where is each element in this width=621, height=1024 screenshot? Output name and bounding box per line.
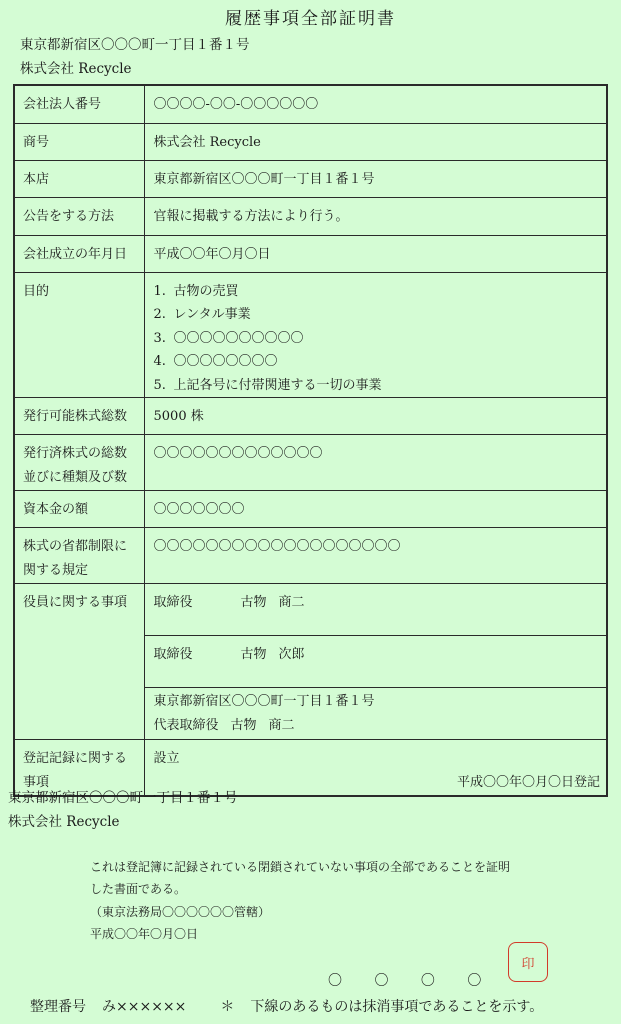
value-notice: 官報に掲載する方法により行う。 — [144, 197, 607, 235]
label-officers: 役員に関する事項 — [14, 584, 144, 740]
label-authorized-shares: 発行可能株式総数 — [14, 398, 144, 435]
row-authorized-shares — [14, 398, 607, 435]
row-established — [14, 235, 607, 272]
row-transfer-restriction — [14, 528, 607, 584]
footer-address: 東京都新宿区〇〇〇町一丁目１番１号 — [8, 790, 238, 806]
row-capital — [14, 491, 607, 528]
strikeout-note: 下線のあるものは抹消事項であることを示す。 — [250, 999, 544, 1015]
purpose-item: 2. レンタル事業 — [153, 307, 251, 322]
label-trade-name: 商号 — [14, 123, 144, 160]
label-notice: 公告をする方法 — [14, 197, 144, 235]
legal-affairs-bureau: （東京法務局〇〇〇〇〇〇管轄） — [90, 905, 271, 919]
row-issued-shares — [14, 435, 607, 491]
row-head-office — [14, 160, 607, 197]
label-purpose: 目的 — [14, 272, 144, 398]
certification-date: 平成〇〇年〇月〇日 — [90, 927, 199, 941]
label-registration: 登記記録に関する 事項 — [14, 740, 144, 797]
row-trade-name — [14, 123, 607, 160]
label-issued-shares: 発行済株式の総数 並びに種類及び数 — [14, 435, 144, 491]
value-officers — [144, 584, 607, 740]
value-issued-shares: 〇〇〇〇〇〇〇〇〇〇〇〇〇 — [144, 435, 607, 491]
purpose-item: 3. 〇〇〇〇〇〇〇〇〇〇 — [153, 330, 304, 346]
officer-director-1: 取締役 古物 商二 — [145, 584, 607, 636]
value-head-office: 東京都新宿区〇〇〇町一丁目１番１号 — [144, 160, 607, 197]
bottom-line — [30, 996, 543, 1016]
note-mark: ＊ — [220, 999, 235, 1015]
officer-representative: 東京都新宿区〇〇〇町一丁目１番１号 代表取締役 古物 商二 — [153, 694, 375, 733]
value-purpose — [144, 272, 607, 398]
value-trade-name: 株式会社 Recycle — [144, 123, 607, 160]
value-capital: 〇〇〇〇〇〇〇 — [144, 491, 607, 528]
header-company: 株式会社 Recycle — [20, 61, 132, 77]
footer-company: 株式会社 Recycle — [8, 814, 120, 830]
certification-line-1: これは登記簿に記録されている閉鎖されていない事項の全部であることを証明 — [90, 860, 511, 874]
value-registration: 設立 平成〇〇年〇月〇日登記 — [144, 740, 607, 797]
header-address: 東京都新宿区〇〇〇町一丁目１番１号 — [20, 37, 250, 53]
label-established: 会社成立の年月日 — [14, 235, 144, 272]
officer-director-2: 取締役 古物 次郎 — [145, 636, 607, 688]
document-title: 履歴事項全部証明書 — [225, 9, 396, 29]
row-corp-number — [14, 85, 607, 123]
certification-line-2: した書面である。 — [90, 882, 187, 896]
label-head-office: 本店 — [14, 160, 144, 197]
reference-number: み×××××× — [102, 999, 187, 1015]
value-established: 平成〇〇年〇月〇日 — [144, 235, 607, 272]
registry-table — [13, 84, 608, 797]
value-authorized-shares: 5000 株 — [144, 398, 607, 435]
label-transfer-restriction: 株式の省都制限に 関する規定 — [14, 528, 144, 584]
row-notice — [14, 197, 607, 235]
reference-label: 整理番号 — [30, 999, 86, 1015]
row-purpose — [14, 272, 607, 398]
official-seal-icon: 印 — [508, 942, 548, 982]
value-corp-number: 〇〇〇〇-〇〇-〇〇〇〇〇〇 — [144, 85, 607, 123]
value-transfer-restriction: 〇〇〇〇〇〇〇〇〇〇〇〇〇〇〇〇〇〇〇 — [144, 528, 607, 584]
label-corp-number: 会社法人番号 — [14, 85, 144, 123]
purpose-item: 1. 古物の売買 — [153, 283, 239, 299]
row-officers — [14, 584, 607, 740]
registrar-name: 〇 〇 〇 〇 — [328, 973, 496, 989]
registration-date: 平成〇〇年〇月〇日登記 — [456, 775, 600, 790]
purpose-item: 5. 上記各号に付帯関連する一切の事業 — [153, 377, 382, 393]
label-capital: 資本金の額 — [14, 491, 144, 528]
purpose-item: 4. 〇〇〇〇〇〇〇〇 — [153, 354, 278, 369]
